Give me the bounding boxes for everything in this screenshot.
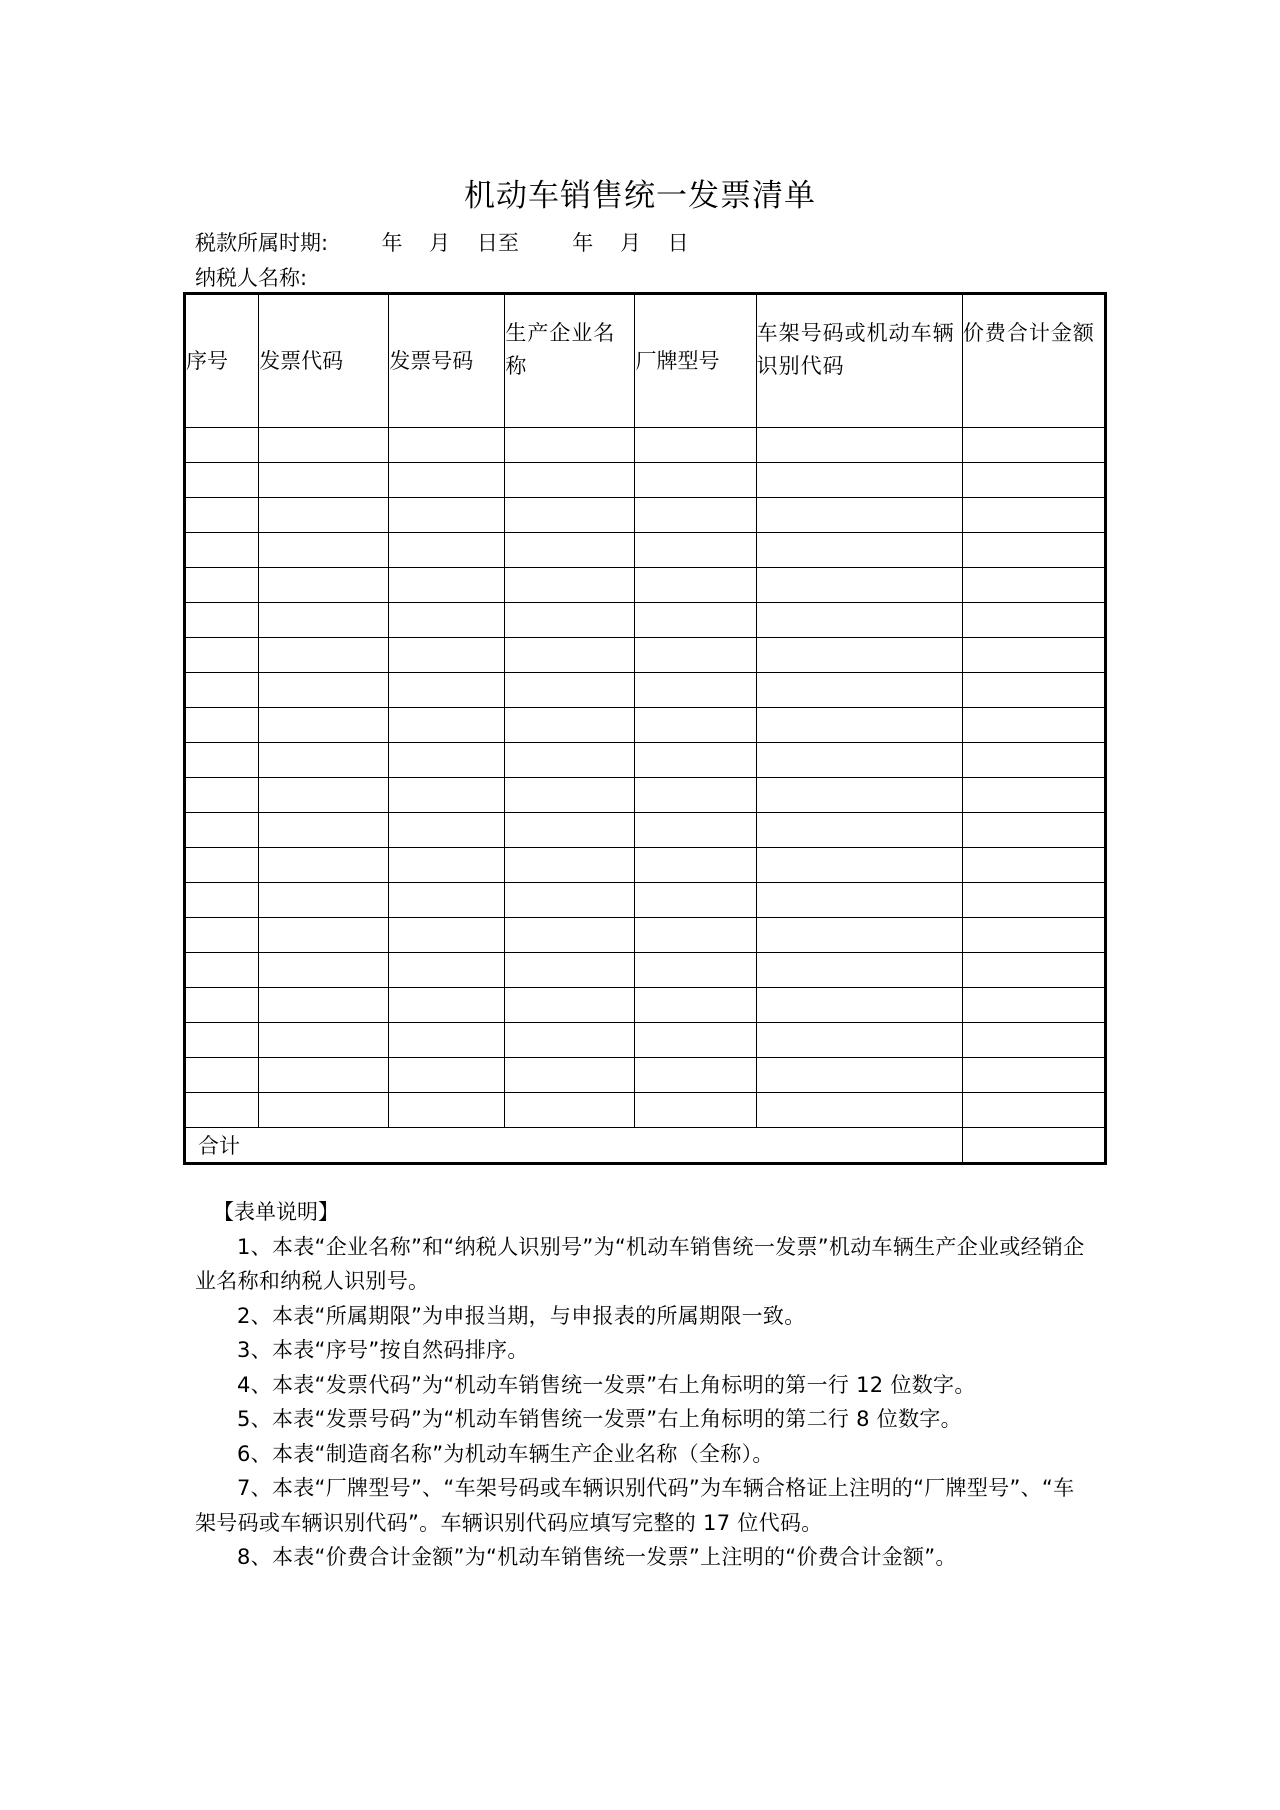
manufacturer-name-cell[interactable] [505, 568, 635, 603]
invoice-code-cell[interactable] [259, 743, 389, 778]
brand-model-cell[interactable] [635, 953, 756, 988]
manufacturer-name-cell[interactable] [505, 743, 635, 778]
table-row [185, 778, 1106, 813]
vin-cell[interactable] [756, 463, 962, 498]
manufacturer-name-cell[interactable] [505, 428, 635, 463]
form-notes [195, 1195, 1095, 1575]
document-title: 机动车销售统一发票清单 [464, 178, 816, 214]
invoice-number-cell[interactable] [389, 918, 505, 953]
note-item: 1、本表“企业名称”和“纳税人识别号”为“机动车销售统一发票”机动车辆生产企业或经销企业名称和纳税人识别号。 [195, 1234, 1085, 1293]
invoice-code-cell[interactable] [259, 568, 389, 603]
table-header-row [185, 294, 1106, 428]
invoice-code-cell[interactable] [259, 708, 389, 743]
total-amount-cell[interactable] [962, 673, 1105, 708]
manufacturer-name-cell[interactable] [505, 883, 635, 918]
note-item: 3、本表“序号”按自然码排序。 [237, 1338, 529, 1362]
brand-model-cell[interactable] [635, 498, 756, 533]
brand-model-cell[interactable] [635, 848, 756, 883]
invoice-code-cell[interactable] [259, 673, 389, 708]
taxpayer-name-line: 纳税人名称: [195, 266, 308, 290]
invoice-number-cell[interactable] [389, 533, 505, 568]
vin-cell[interactable] [756, 1023, 962, 1058]
table-row [185, 463, 1106, 498]
invoice-code-cell[interactable] [259, 778, 389, 813]
total-amount-cell[interactable] [962, 428, 1105, 463]
brand-model-cell[interactable] [635, 1058, 756, 1093]
invoice-code-cell[interactable] [259, 1058, 389, 1093]
brand-model-cell[interactable] [635, 533, 756, 568]
invoice-code-cell[interactable] [259, 463, 389, 498]
brand-model-cell[interactable] [635, 778, 756, 813]
vin-cell[interactable] [756, 813, 962, 848]
table-row [185, 1058, 1106, 1093]
brand-model-cell[interactable] [635, 813, 756, 848]
total-amount-cell[interactable] [962, 953, 1105, 988]
total-amount-cell[interactable] [962, 848, 1105, 883]
manufacturer-name-cell[interactable] [505, 603, 635, 638]
brand-model-cell[interactable] [635, 708, 756, 743]
vin-cell[interactable] [756, 498, 962, 533]
invoice-code-cell[interactable] [259, 883, 389, 918]
table-row [185, 533, 1106, 568]
manufacturer-name-cell[interactable] [505, 463, 635, 498]
vin-cell[interactable] [756, 638, 962, 673]
table-row [185, 603, 1106, 638]
table-row [185, 1093, 1106, 1128]
serial-number-cell[interactable] [185, 638, 259, 673]
total-amount-cell[interactable] [962, 988, 1105, 1023]
serial-number-cell[interactable] [185, 1023, 259, 1058]
invoice-number-cell[interactable] [389, 813, 505, 848]
tax-period-line: 税款所属时期: 年 月 日至 年 月 日 [195, 231, 689, 255]
total-amount-cell[interactable] [962, 1058, 1105, 1093]
table-row [185, 848, 1106, 883]
note-item: 6、本表“制造商名称”为机动车辆生产企业名称（全称）。 [237, 1441, 774, 1466]
total-amount-cell[interactable] [962, 813, 1105, 848]
note-item: 5、本表“发票号码”为“机动车销售统一发票”右上角标明的第二行 8 位数字。 [237, 1407, 962, 1431]
manufacturer-name-cell[interactable] [505, 1023, 635, 1058]
invoice-code-cell[interactable] [259, 603, 389, 638]
manufacturer-name-cell[interactable] [505, 498, 635, 533]
note-item: 2、本表“所属期限”为申报当期，与申报表的所属期限一致。 [237, 1303, 806, 1328]
brand-model-cell[interactable] [635, 918, 756, 953]
invoice-code-cell[interactable] [259, 533, 389, 568]
total-amount-cell[interactable] [962, 463, 1105, 498]
manufacturer-name-cell[interactable] [505, 533, 635, 568]
manufacturer-name-cell[interactable] [505, 778, 635, 813]
note-item: 7、本表“厂牌型号”、“车架号码或车辆识别代码”为车辆合格证上注明的“厂牌型号”、“车架号码或车辆识别代码”。车辆识别代码应填写完整的 17 位代码。 [195, 1476, 1075, 1535]
serial-number-cell[interactable] [185, 428, 259, 463]
brand-model-cell[interactable] [635, 988, 756, 1023]
vin-cell[interactable] [756, 743, 962, 778]
invoice-number-cell[interactable] [389, 463, 505, 498]
vin-cell[interactable] [756, 848, 962, 883]
table-row [185, 883, 1106, 918]
serial-number-cell[interactable] [185, 568, 259, 603]
serial-number-cell[interactable] [185, 708, 259, 743]
vin-cell[interactable] [756, 708, 962, 743]
table-row [185, 638, 1106, 673]
invoice-number-cell[interactable] [389, 568, 505, 603]
brand-model-cell[interactable] [635, 638, 756, 673]
vin-cell[interactable] [756, 918, 962, 953]
invoice-code-cell[interactable] [259, 918, 389, 953]
invoice-number-cell[interactable] [389, 603, 505, 638]
total-amount-cell[interactable] [962, 1128, 1105, 1164]
serial-number-cell[interactable] [185, 813, 259, 848]
brand-model-cell[interactable] [635, 743, 756, 778]
table-row [185, 428, 1106, 463]
total-amount-cell[interactable] [962, 778, 1105, 813]
serial-number-cell[interactable] [185, 1058, 259, 1093]
brand-model-cell[interactable] [635, 603, 756, 638]
table-body [185, 428, 1106, 1128]
invoice-code-cell[interactable] [259, 813, 389, 848]
serial-number-cell[interactable] [185, 673, 259, 708]
manufacturer-name-cell[interactable] [505, 813, 635, 848]
invoice-number-cell[interactable] [389, 883, 505, 918]
header-invoice-code: 发票代码 [259, 294, 389, 428]
table-row [185, 498, 1106, 533]
note-item: 4、本表“发票代码”为“机动车销售统一发票”右上角标明的第一行 12 位数字。 [237, 1372, 976, 1397]
header-serial-number: 序号 [185, 294, 259, 428]
total-amount-cell[interactable] [962, 533, 1105, 568]
serial-number-cell[interactable] [185, 498, 259, 533]
table-row [185, 673, 1106, 708]
header-vin: 车架号码或机动车辆识别代码 [756, 294, 962, 428]
vin-cell[interactable] [756, 778, 962, 813]
serial-number-cell[interactable] [185, 463, 259, 498]
invoice-code-cell[interactable] [259, 988, 389, 1023]
invoice-code-cell[interactable] [259, 1093, 389, 1128]
total-amount-cell[interactable] [962, 708, 1105, 743]
invoice-code-cell[interactable] [259, 953, 389, 988]
vin-cell[interactable] [756, 533, 962, 568]
invoice-number-cell[interactable] [389, 953, 505, 988]
serial-number-cell[interactable] [185, 953, 259, 988]
total-label: 合计 [185, 1128, 963, 1164]
total-row [185, 1128, 1106, 1164]
serial-number-cell[interactable] [185, 988, 259, 1023]
table-row [185, 813, 1106, 848]
invoice-number-cell[interactable] [389, 988, 505, 1023]
header-brand-model: 厂牌型号 [635, 294, 756, 428]
invoice-number-cell[interactable] [389, 1058, 505, 1093]
vin-cell[interactable] [756, 1058, 962, 1093]
manufacturer-name-cell[interactable] [505, 673, 635, 708]
invoice-code-cell[interactable] [259, 848, 389, 883]
invoice-number-cell[interactable] [389, 673, 505, 708]
total-amount-cell[interactable] [962, 743, 1105, 778]
manufacturer-name-cell[interactable] [505, 708, 635, 743]
serial-number-cell[interactable] [185, 533, 259, 568]
vin-cell[interactable] [756, 568, 962, 603]
vin-cell[interactable] [756, 883, 962, 918]
serial-number-cell[interactable] [185, 778, 259, 813]
manufacturer-name-cell[interactable] [505, 1093, 635, 1128]
manufacturer-name-cell[interactable] [505, 918, 635, 953]
vin-cell[interactable] [756, 603, 962, 638]
total-amount-cell[interactable] [962, 568, 1105, 603]
invoice-number-cell[interactable] [389, 428, 505, 463]
invoice-code-cell[interactable] [259, 428, 389, 463]
table-row [185, 918, 1106, 953]
invoice-number-cell[interactable] [389, 778, 505, 813]
invoice-number-cell[interactable] [389, 498, 505, 533]
total-amount-cell[interactable] [962, 638, 1105, 673]
table-row [185, 988, 1106, 1023]
header-total-amount: 价费合计金额 [962, 294, 1105, 428]
brand-model-cell[interactable] [635, 883, 756, 918]
header-invoice-number: 发票号码 [389, 294, 505, 428]
manufacturer-name-cell[interactable] [505, 988, 635, 1023]
manufacturer-name-cell[interactable] [505, 638, 635, 673]
serial-number-cell[interactable] [185, 743, 259, 778]
total-amount-cell[interactable] [962, 918, 1105, 953]
vin-cell[interactable] [756, 1093, 962, 1128]
serial-number-cell[interactable] [185, 1093, 259, 1128]
vin-cell[interactable] [756, 953, 962, 988]
serial-number-cell[interactable] [185, 603, 259, 638]
brand-model-cell[interactable] [635, 568, 756, 603]
invoice-code-cell[interactable] [259, 498, 389, 533]
brand-model-cell[interactable] [635, 1023, 756, 1058]
manufacturer-name-cell[interactable] [505, 953, 635, 988]
vin-cell[interactable] [756, 428, 962, 463]
invoice-number-cell[interactable] [389, 743, 505, 778]
invoice-code-cell[interactable] [259, 1023, 389, 1058]
total-amount-cell[interactable] [962, 883, 1105, 918]
total-amount-cell[interactable] [962, 1093, 1105, 1128]
note-item: 8、本表“价费合计金额”为“机动车销售统一发票”上注明的“价费合计金额”。 [237, 1545, 957, 1569]
notes-heading: 【表单说明】 [213, 1200, 339, 1224]
brand-model-cell[interactable] [635, 1093, 756, 1128]
manufacturer-name-cell[interactable] [505, 1058, 635, 1093]
serial-number-cell[interactable] [185, 918, 259, 953]
invoice-number-cell[interactable] [389, 1093, 505, 1128]
total-amount-cell[interactable] [962, 1023, 1105, 1058]
table-row [185, 708, 1106, 743]
serial-number-cell[interactable] [185, 883, 259, 918]
invoice-code-cell[interactable] [259, 638, 389, 673]
invoice-list-table [183, 292, 1107, 1165]
total-amount-cell[interactable] [962, 498, 1105, 533]
brand-model-cell[interactable] [635, 463, 756, 498]
table-row [185, 1023, 1106, 1058]
invoice-number-cell[interactable] [389, 638, 505, 673]
invoice-number-cell[interactable] [389, 1023, 505, 1058]
table-row [185, 568, 1106, 603]
invoice-number-cell[interactable] [389, 848, 505, 883]
manufacturer-name-cell[interactable] [505, 848, 635, 883]
serial-number-cell[interactable] [185, 848, 259, 883]
vin-cell[interactable] [756, 988, 962, 1023]
brand-model-cell[interactable] [635, 428, 756, 463]
brand-model-cell[interactable] [635, 673, 756, 708]
header-manufacturer-name: 生产企业名称 [505, 294, 635, 428]
total-amount-cell[interactable] [962, 603, 1105, 638]
table-row [185, 743, 1106, 778]
vin-cell[interactable] [756, 673, 962, 708]
table-row [185, 953, 1106, 988]
invoice-number-cell[interactable] [389, 708, 505, 743]
